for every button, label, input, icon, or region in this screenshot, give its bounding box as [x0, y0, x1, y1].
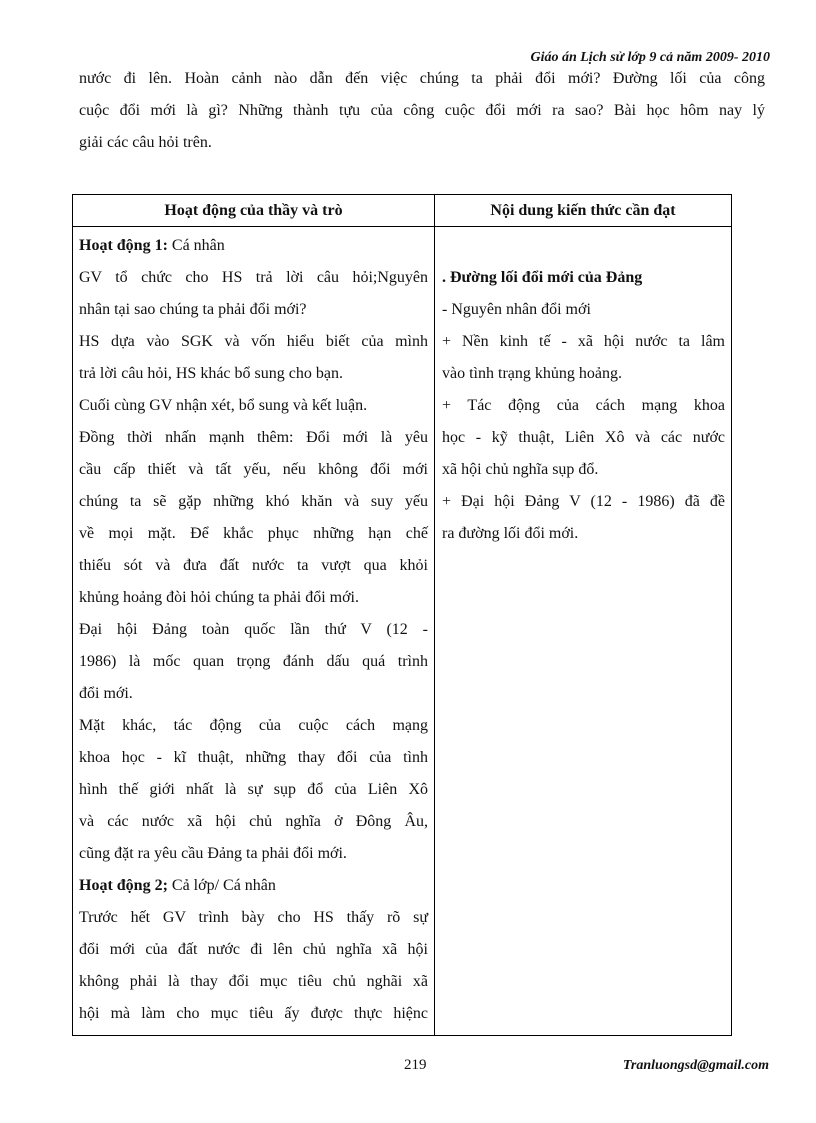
- intro-line: nước đi lên. Hoàn cảnh nào dẫn đến việc chúng ta phải đổi mới? Đường lối của công: [79, 70, 765, 87]
- activity-line: Cuối cùng GV nhận xét, bổ sung và kết luận.: [79, 397, 368, 414]
- activity-cell: [73, 227, 435, 1036]
- content-line: học - kỹ thuật, Liên Xô và các nước: [442, 429, 725, 446]
- activity1-mode: Cá nhân: [167, 237, 225, 254]
- activity-line: về mọi mặt. Để khắc phục những hạn chế: [79, 525, 428, 542]
- content-line: + Tác động của cách mạng khoa: [442, 397, 725, 414]
- activity-line: 1986) là mốc quan trọng đánh dấu quá trình: [79, 653, 428, 670]
- activity-line: hội mà làm cho mục tiêu ấy được thực hiệnc: [79, 1005, 428, 1022]
- activity-line: Đồng thời nhấn mạnh thêm: Đổi mới là yêu: [79, 429, 428, 446]
- intro-line: giải các câu hỏi trên.: [79, 134, 212, 151]
- content-section-title: . Đường lối đổi mới của Đảng: [442, 269, 643, 286]
- activity-line: chúng ta sẽ gặp những khó khăn và suy yếu: [79, 493, 428, 510]
- activity-line: đổi mới của đất nước đi lên chủ nghĩa xã hội: [79, 941, 428, 958]
- blank-line: [442, 230, 725, 262]
- activity-line: nhân tại sao chúng ta phải đổi mới?: [79, 301, 307, 318]
- activity-line: Trước hết GV trình bày cho HS thấy rõ sự: [79, 909, 428, 926]
- activity-line: trả lời câu hỏi, HS khác bổ sung cho bạn.: [79, 365, 343, 382]
- header-teacher-student-activity: Hoạt động của thầy và trò: [73, 195, 435, 227]
- activity-line: khủng hoảng đòi hỏi chúng ta phải đổi mới.: [79, 589, 359, 606]
- activity-line: và các nước xã hội chủ nghĩa ở Đông Âu,: [79, 813, 428, 830]
- table-header-row: [73, 195, 732, 227]
- activity2-mode: Cả lớp/ Cá nhân: [167, 877, 276, 894]
- table-row: [73, 227, 732, 1036]
- content-line: xã hội chủ nghĩa sụp đổ.: [442, 461, 599, 478]
- author-email: Tranluongsd@gmail.com: [622, 1058, 769, 1073]
- activity-line: không phải là thay đổi mục tiêu chủ nghãi xã: [79, 973, 428, 990]
- activity-line: thiếu sót và đưa đất nước ta vượt qua khỏi: [79, 557, 428, 574]
- lesson-table: [72, 194, 732, 1036]
- activity-line: cầu cấp thiết và tất yếu, nếu không đổi mới: [79, 461, 428, 478]
- activity-line: HS dựa vào SGK và vốn hiểu biết của mình: [79, 333, 428, 350]
- header-knowledge-content: Nội dung kiến thức cần đạt: [435, 195, 732, 227]
- content-line: ra đường lối đổi mới.: [442, 525, 579, 542]
- activity-line: Mặt khác, tác động của cuộc cách mạng: [79, 717, 428, 734]
- activity2-heading: [79, 870, 428, 902]
- activity-line: khoa học - kĩ thuật, những thay đổi của tình: [79, 749, 428, 766]
- content-line: + Đại hội Đảng V (12 - 1986) đã đề: [442, 493, 725, 510]
- content-line: + Nền kinh tế - xã hội nước ta lâm: [442, 333, 725, 350]
- intro-paragraph: [79, 63, 765, 159]
- activity1-heading: [79, 230, 428, 262]
- page-number: 219: [404, 1057, 427, 1073]
- intro-line: cuộc đổi mới là gì? Những thành tựu của công cuộc đổi mới ra sao? Bài học hôm nay lý: [79, 102, 765, 119]
- activity-line: cũng đặt ra yêu cầu Đảng ta phải đổi mới.: [79, 845, 347, 862]
- content-line: vào tình trạng khủng hoảng.: [442, 365, 622, 382]
- activity-line: hình thế giới nhất là sự sụp đổ của Liên Xô: [79, 781, 428, 798]
- activity2-title: Hoạt động 2;: [79, 877, 168, 894]
- activity-line: GV tổ chức cho HS trả lời câu hỏi;Nguyên: [79, 269, 428, 286]
- activity1-title: Hoạt động 1:: [79, 237, 168, 254]
- content-line: - Nguyên nhân đổi mới: [442, 301, 591, 318]
- content-cell: [435, 227, 732, 1036]
- activity-line: đổi mới.: [79, 685, 133, 702]
- document-header: Giáo án Lịch sử lớp 9 cả năm 2009- 2010: [530, 50, 770, 65]
- activity-line: Đại hội Đảng toàn quốc lần thứ V (12 -: [79, 621, 428, 638]
